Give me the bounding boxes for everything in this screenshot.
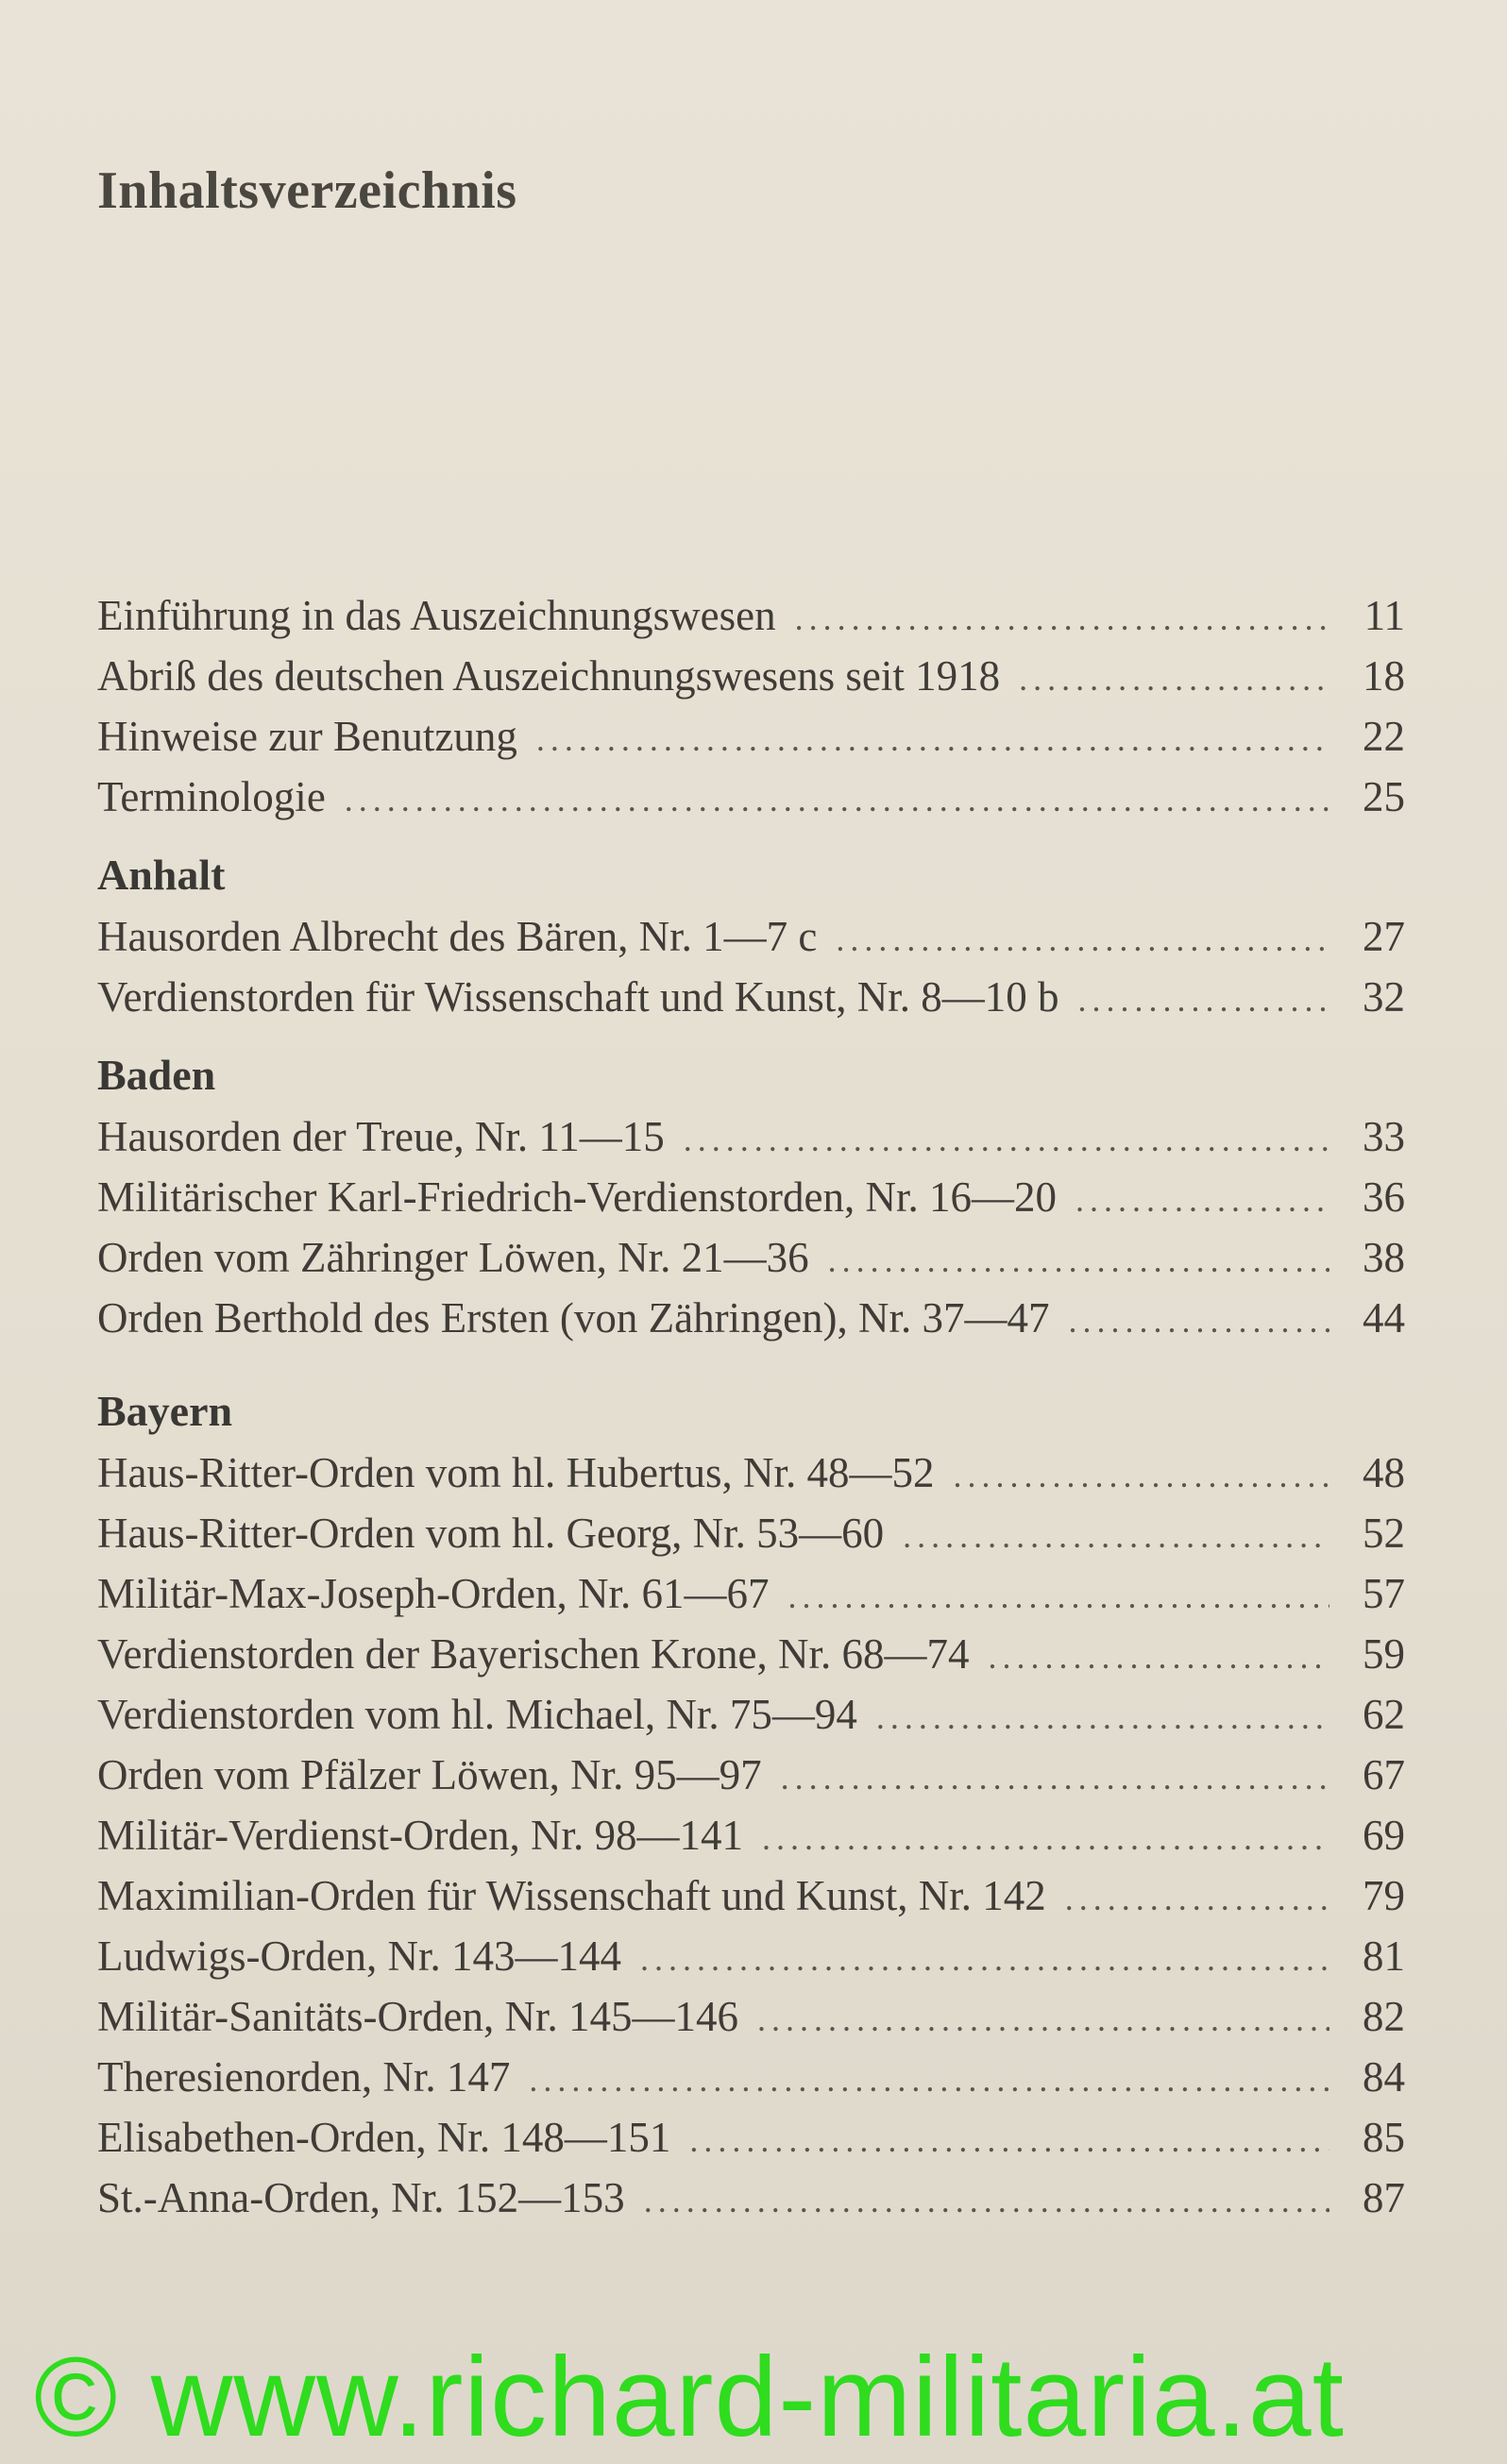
leader-dots <box>836 909 1329 970</box>
toc-entry <box>97 1563 1405 1624</box>
leader-dots <box>787 1566 1329 1627</box>
toc-entry-text: Hausorden Albrecht des Bären, Nr. 1—7 c <box>97 913 818 960</box>
toc-entry-page: 82 <box>1363 1993 1405 2040</box>
toc-entry-page: 25 <box>1363 773 1405 820</box>
toc-entry-page: 22 <box>1363 713 1405 760</box>
toc-entry-page: 36 <box>1363 1173 1405 1221</box>
toc-entry-text: Hinweise zur Benutzung <box>97 713 517 760</box>
page-title: Inhaltsverzeichnis <box>97 161 517 220</box>
toc-entry <box>97 2168 1405 2228</box>
table-of-contents <box>97 585 1405 2228</box>
leader-dots <box>536 709 1329 769</box>
toc-entry <box>97 1227 1405 1288</box>
toc-entry-text: Ludwigs-Orden, Nr. 143—144 <box>97 1932 621 1980</box>
toc-entry <box>97 1288 1405 1348</box>
toc-entry-page: 84 <box>1363 2053 1405 2101</box>
toc-entry <box>97 646 1405 706</box>
toc-entry-text: Militär-Max-Joseph-Orden, Nr. 61—67 <box>97 1570 770 1617</box>
toc-entry <box>97 1986 1405 2047</box>
leader-dots <box>903 1506 1329 1566</box>
leader-dots <box>1077 970 1329 1030</box>
toc-entry <box>97 1684 1405 1745</box>
toc-entry-text: Militär-Sanitäts-Orden, Nr. 145—146 <box>97 1993 738 2040</box>
toc-entry <box>97 1503 1405 1563</box>
toc-entry-text: Militär-Verdienst-Orden, Nr. 98—141 <box>97 1812 743 1859</box>
leader-dots <box>828 1230 1329 1291</box>
toc-entry-page: 57 <box>1363 1570 1405 1617</box>
toc-entry <box>97 2047 1405 2107</box>
toc-entry-page: 69 <box>1363 1812 1405 1859</box>
leader-dots <box>757 1989 1329 2050</box>
toc-entry-page: 27 <box>1363 913 1405 960</box>
toc-entry-page: 87 <box>1363 2174 1405 2221</box>
toc-entry-page: 38 <box>1363 1234 1405 1281</box>
toc-entry-text: Haus-Ritter-Orden vom hl. Hubertus, Nr. 48—52 <box>97 1449 935 1496</box>
toc-entry <box>97 1624 1405 1684</box>
toc-entry <box>97 1805 1405 1865</box>
toc-entry <box>97 706 1405 767</box>
leader-dots <box>345 769 1329 830</box>
toc-entry-text: Maximilian-Orden für Wissenschaft und Kunst, Nr. 142 <box>97 1872 1046 1919</box>
leader-dots <box>640 1929 1329 1989</box>
leader-dots <box>644 2170 1329 2231</box>
toc-entry-text: Hausorden der Treue, Nr. 11—15 <box>97 1113 665 1160</box>
toc-entry <box>97 906 1405 967</box>
leader-dots <box>781 1747 1329 1808</box>
toc-entry-page: 81 <box>1363 1932 1405 1980</box>
toc-entry <box>97 1443 1405 1503</box>
leader-dots <box>989 1627 1330 1687</box>
toc-entry-page: 52 <box>1363 1510 1405 1557</box>
toc-entry-text: Verdienstorden der Bayerischen Krone, Nr. 68—74 <box>97 1630 970 1678</box>
toc-entry-page: 85 <box>1363 2114 1405 2161</box>
toc-entry <box>97 1865 1405 1926</box>
copyright-watermark: © www.richard-militaria.at <box>34 2334 1346 2460</box>
leader-dots <box>1019 649 1329 709</box>
toc-entry <box>97 1106 1405 1167</box>
leader-dots <box>684 1109 1329 1170</box>
leader-dots <box>762 1808 1329 1868</box>
toc-entry-text: Terminologie <box>97 773 326 820</box>
section-heading-anhalt: Anhalt <box>97 851 226 899</box>
toc-entry-text: St.-Anna-Orden, Nr. 152—153 <box>97 2174 625 2221</box>
section-heading-baden: Baden <box>97 1051 216 1099</box>
toc-entry-text: Orden vom Zähringer Löwen, Nr. 21—36 <box>97 1234 809 1281</box>
toc-entry-text: Haus-Ritter-Orden vom hl. Georg, Nr. 53—60 <box>97 1510 885 1557</box>
toc-entry-page: 67 <box>1363 1751 1405 1798</box>
toc-entry <box>97 1167 1405 1227</box>
toc-entry-page: 11 <box>1363 592 1405 639</box>
leader-dots <box>529 2050 1329 2110</box>
toc-entry-text: Orden vom Pfälzer Löwen, Nr. 95—97 <box>97 1751 762 1798</box>
toc-entry-page: 32 <box>1363 973 1405 1021</box>
leader-dots <box>1069 1291 1329 1351</box>
toc-entry-text: Theresienorden, Nr. 147 <box>97 2053 511 2101</box>
toc-entry-page: 79 <box>1363 1872 1405 1919</box>
toc-entry-page: 18 <box>1363 652 1405 700</box>
toc-entry <box>97 585 1405 646</box>
section-heading-bayern: Bayern <box>97 1387 233 1435</box>
leader-dots <box>795 588 1329 649</box>
leader-dots <box>876 1687 1329 1747</box>
toc-entry-page: 33 <box>1363 1113 1405 1160</box>
toc-entry <box>97 1745 1405 1805</box>
toc-entry <box>97 2107 1405 2168</box>
toc-entry-text: Orden Berthold des Ersten (von Zähringen), Nr. 37—47 <box>97 1294 1050 1342</box>
toc-entry-text: Militärischer Karl-Friedrich-Verdienstorden, Nr. 16—20 <box>97 1173 1057 1221</box>
toc-entry-text: Abriß des deutschen Auszeichnungswesens seit 1918 <box>97 652 1001 700</box>
toc-entry-page: 44 <box>1363 1294 1405 1342</box>
toc-entry-text: Verdienstorden für Wissenschaft und Kunst, Nr. 8—10 b <box>97 973 1059 1021</box>
leader-dots <box>1075 1170 1329 1230</box>
toc-entry <box>97 767 1405 827</box>
leader-dots <box>953 1445 1329 1506</box>
toc-entry-text: Einführung in das Auszeichnungswesen <box>97 592 776 639</box>
toc-entry-text: Verdienstorden vom hl. Michael, Nr. 75—94 <box>97 1691 857 1738</box>
leader-dots <box>1065 1868 1329 1929</box>
toc-entry-page: 59 <box>1363 1630 1405 1678</box>
toc-entry <box>97 967 1405 1027</box>
toc-entry <box>97 1926 1405 1986</box>
toc-entry-page: 48 <box>1363 1449 1405 1496</box>
leader-dots <box>689 2110 1329 2170</box>
toc-entry-text: Elisabethen-Orden, Nr. 148—151 <box>97 2114 671 2161</box>
toc-entry-page: 62 <box>1363 1691 1405 1738</box>
